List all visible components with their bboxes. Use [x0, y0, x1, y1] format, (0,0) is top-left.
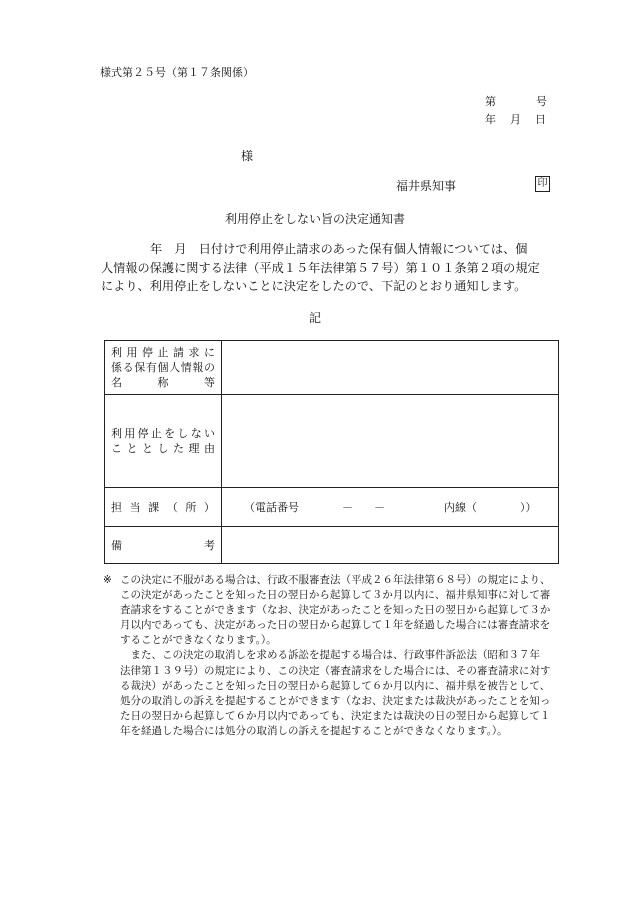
label-char: る: [122, 361, 134, 374]
label-char: 係: [111, 361, 122, 374]
label-char: と: [126, 442, 138, 455]
label-char: 備: [111, 538, 122, 552]
label-char: 所: [185, 500, 197, 514]
form-number: 様式第２５号（第１７条関係）: [100, 66, 254, 79]
extension-label: 内線（: [444, 501, 477, 514]
department-label: [105, 488, 222, 527]
table-row-remarks: [105, 527, 559, 564]
document-title: 利用停止をしない旨の決定通知書: [224, 212, 405, 226]
reason-label: [105, 395, 222, 488]
phone-dash-2: －: [374, 501, 385, 514]
info-table: [104, 340, 559, 564]
label-char: 等: [204, 376, 215, 389]
issuer-name: 福井県知事: [396, 179, 457, 193]
date-month: 月: [510, 113, 521, 126]
label-char: ）: [203, 500, 215, 514]
document-number-prefix: 第: [485, 95, 496, 108]
notice-line-2: 人情報の保護に関する法律（平成１５年法律第５７号）第１０１条第２項の規定: [101, 260, 540, 275]
label-char: た: [173, 442, 184, 455]
label-char: し: [177, 427, 189, 440]
label-char: 停: [142, 346, 153, 359]
extension-close: ））: [520, 501, 537, 514]
label-char: 称: [157, 376, 169, 389]
label-char: 停: [137, 427, 149, 440]
reason-value: [222, 395, 559, 488]
label-line: [111, 500, 215, 515]
ki-heading: 記: [308, 311, 321, 325]
remarks-label: [105, 527, 222, 564]
seal-mark: 印: [535, 176, 550, 192]
label-char: 保: [134, 361, 146, 374]
label-char: 求: [188, 346, 200, 359]
note-paragraph-1: この決定に不服がある場合は、行政不服審査法（平成２６年法律第６８号）の規定により、 この決定があったことを知った日の翌日から起算して３か月以内に、福井県知事に対して審 査請求をすることができます（なお、決定があったことを知った日の翌日から起算して３か 月以内であっても、決定があった日の翌日から起算して１年を経過した場合には審査請求を することができなくなります。）。: [120, 574, 551, 647]
label-char: 止: [150, 427, 162, 440]
label-char: 当: [129, 500, 141, 514]
label-char: 人: [169, 361, 181, 374]
table-row-department: [105, 488, 559, 527]
label-char: し: [157, 442, 169, 455]
label-char: 考: [204, 538, 215, 552]
label-char: 名: [111, 376, 122, 389]
document-date: [485, 111, 546, 127]
label-char: 用: [124, 427, 136, 440]
info-name-value: [222, 341, 559, 395]
label-char: 利: [111, 427, 122, 440]
notice-body: [101, 240, 563, 296]
label-char: （: [166, 500, 178, 514]
remarks-value: [222, 527, 559, 564]
document-number-suffix: 号: [536, 95, 547, 108]
label-char: 理: [188, 442, 200, 455]
label-char: 有: [145, 361, 157, 374]
label-line: [111, 360, 215, 375]
label-char: 課: [148, 500, 160, 514]
label-char: 担: [111, 500, 122, 514]
label-char: 個: [157, 361, 169, 374]
label-char: を: [164, 427, 176, 440]
notice-line-3: により、利用停止をしないことに決定をしたので、下記のとおり通知します。: [101, 279, 527, 293]
label-line: [111, 345, 215, 360]
label-line: [111, 426, 215, 441]
info-name-label: [105, 341, 222, 395]
notice-line-1: 年 月 日付けで利用停止請求のあった保有個人情報については、個: [150, 242, 528, 256]
note-mark: ※: [103, 574, 112, 586]
label-char: の: [204, 361, 215, 374]
table-row-reason: [105, 395, 559, 488]
document-number: [485, 93, 547, 109]
label-char: こ: [111, 442, 122, 455]
table-row-info-name: [105, 341, 559, 395]
label-char: な: [190, 427, 202, 440]
label-line: [111, 538, 215, 553]
note-paragraph-2: また、この決定の取消しを求める訴訟を提起する場合は、行政事件訴訟法（昭和３７年 法律第１３９号）の規定により、この決定（審査請求をした場合には、その審査請求に対す る裁決）があったことを知った日の翌日から起算して６か月以内に、福井県を被告として、 処分の取消しの訴えを提起することができます（なお、決定または裁決があったことを知っ た日の翌日から起算して６か月以内であっても、決定または裁決の日の翌日から起算して１ 年を経過した場合には処分の取消しの訴えを提起することができなくなります。）。: [120, 649, 551, 737]
phone-dash-1: －: [342, 501, 353, 514]
label-char: に: [204, 346, 215, 359]
phone-label: （電話番号: [244, 501, 299, 514]
date-day: 日: [535, 113, 546, 126]
label-char: 情: [180, 361, 192, 374]
addressee: 様: [241, 149, 254, 163]
label-char: 請: [173, 346, 184, 359]
label-line: [111, 375, 215, 390]
label-char: 止: [157, 346, 169, 359]
label-char: い: [203, 427, 215, 440]
date-year: 年: [485, 113, 496, 126]
label-char: と: [142, 442, 153, 455]
label-char: 報: [192, 361, 204, 374]
label-char: 利: [111, 346, 122, 359]
label-char: 用: [126, 346, 138, 359]
label-line: [111, 441, 215, 456]
appeal-note: [103, 573, 563, 739]
label-char: 由: [204, 442, 215, 455]
department-value: [222, 488, 559, 527]
